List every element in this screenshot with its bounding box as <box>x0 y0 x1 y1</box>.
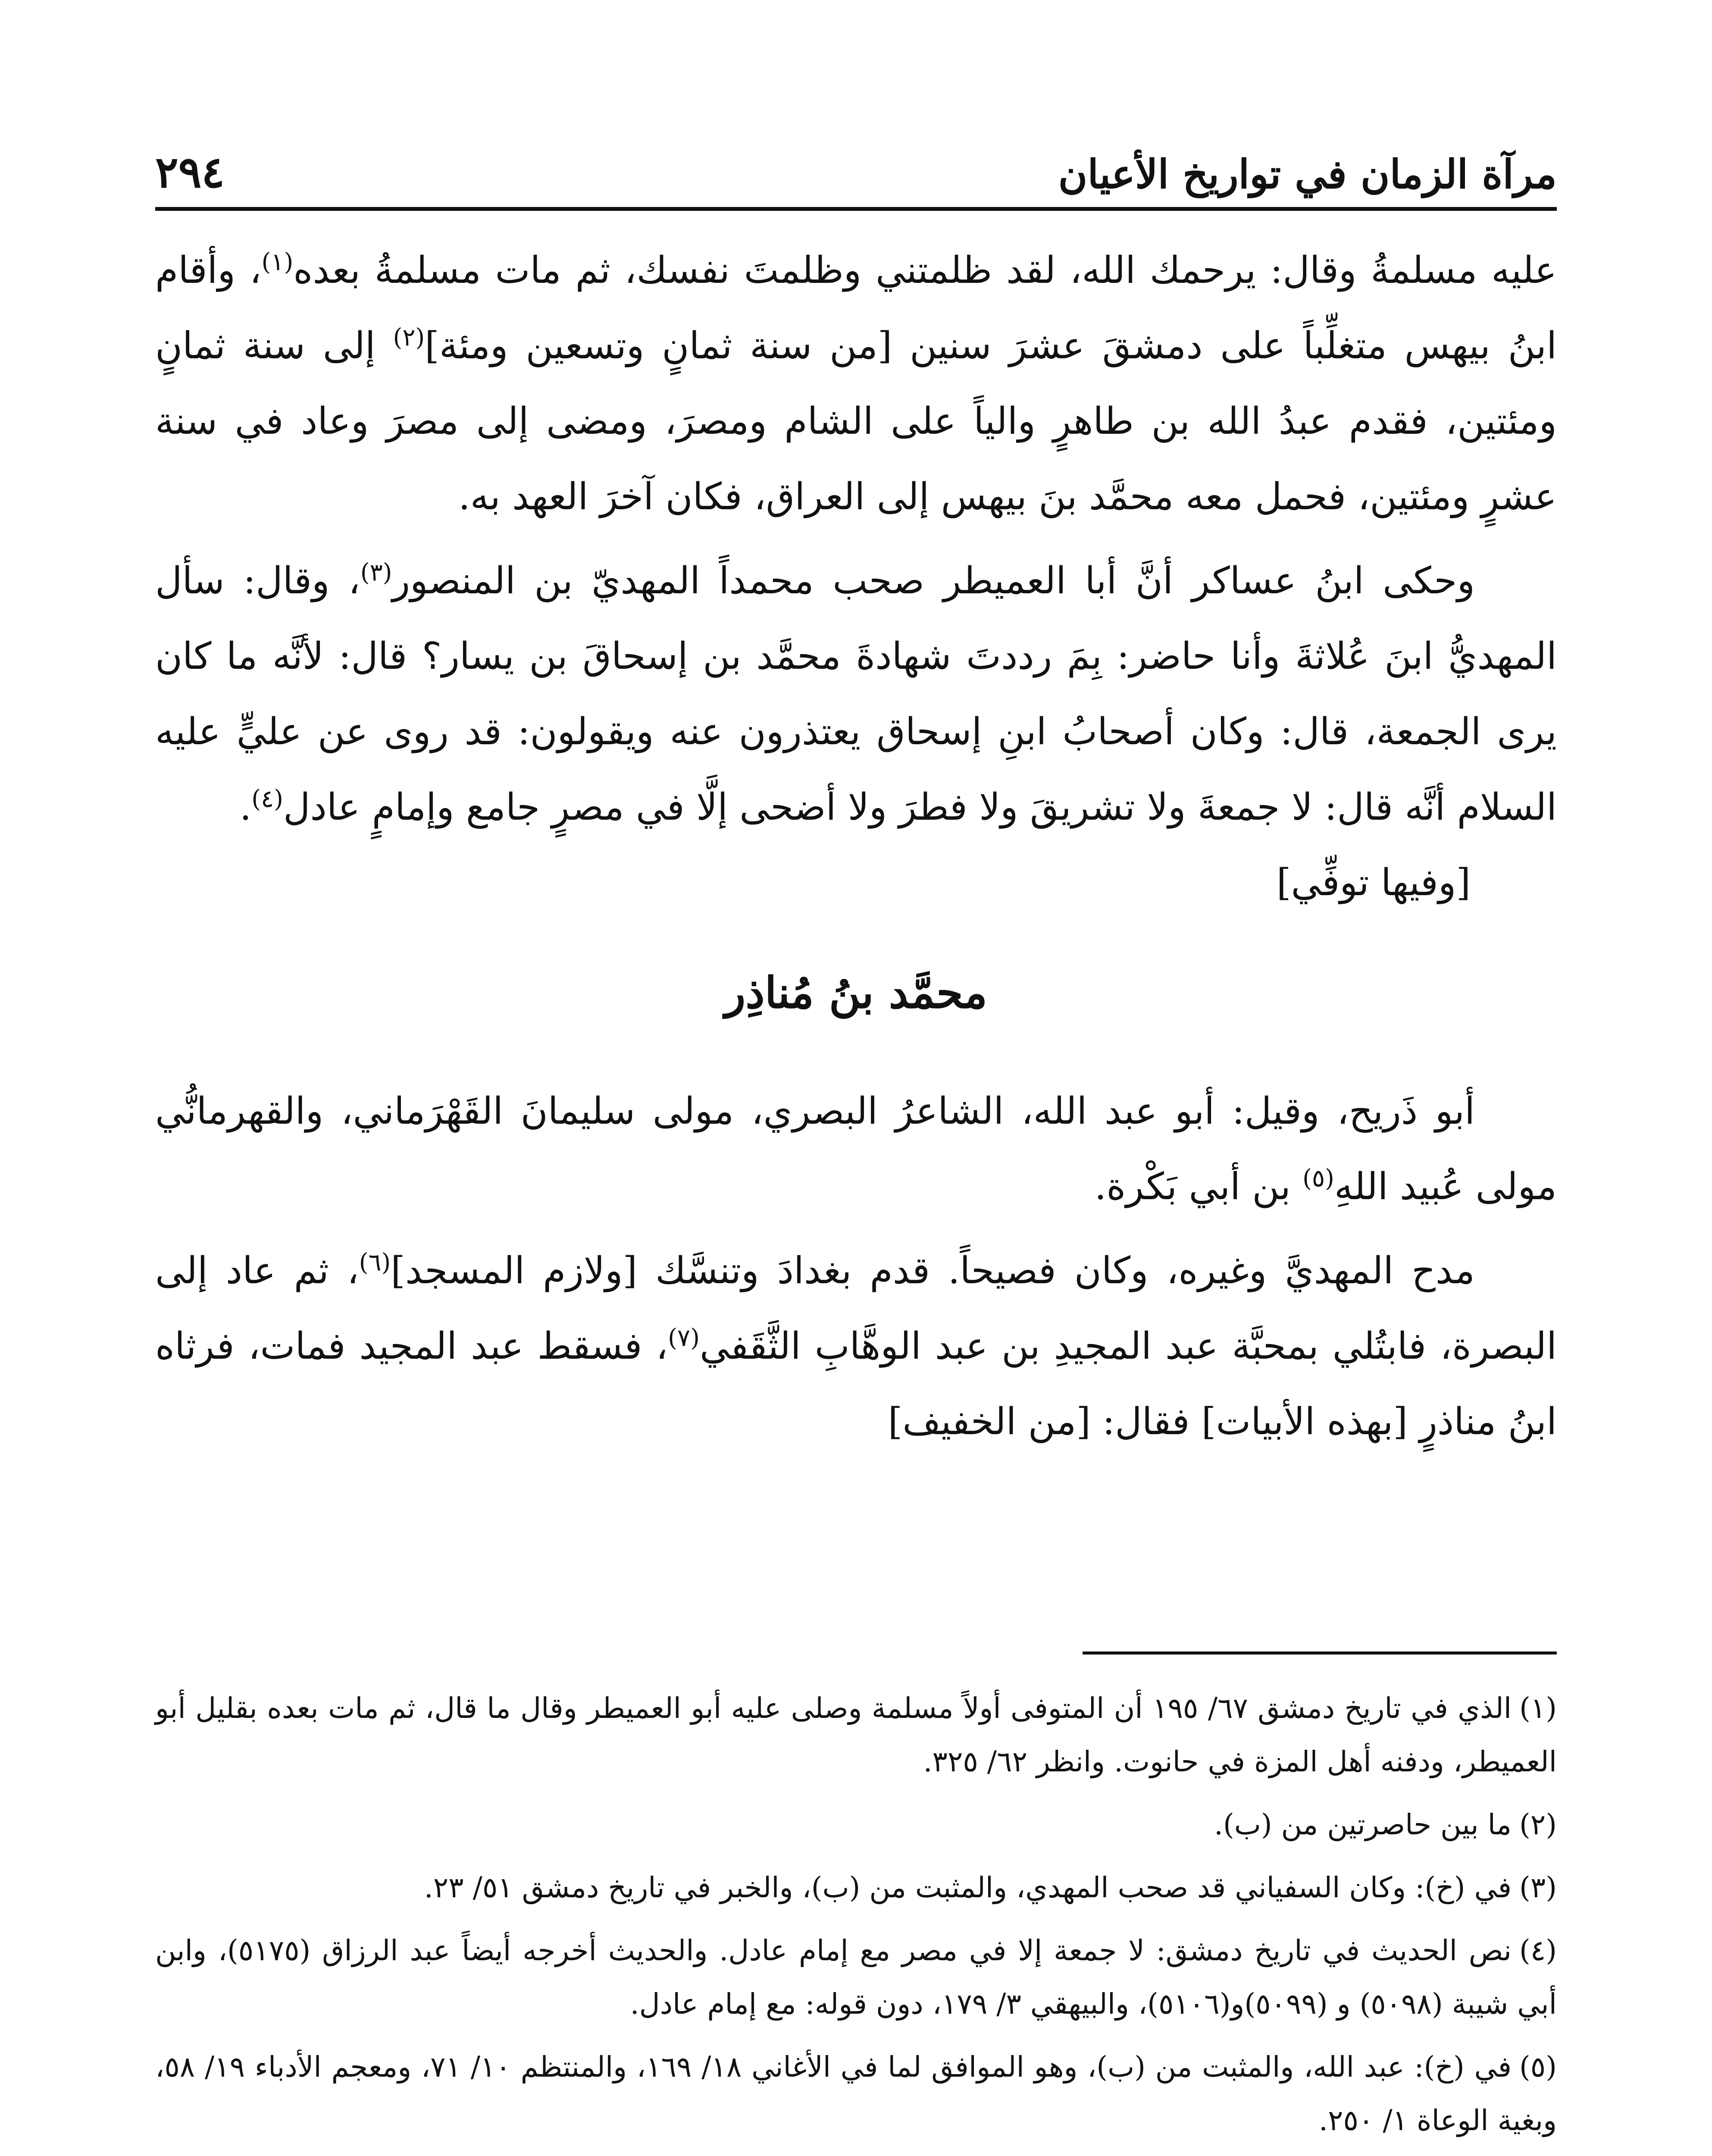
obituary-marker: [وفيها توفِّي] <box>1276 861 1471 904</box>
footnote-number: (٤) <box>1519 1934 1557 1967</box>
footnote-ref: (٢) <box>393 323 425 352</box>
paragraph-text: ، ثم عاد إلى البصرة، فابتُلي بمحبَّة عبد المجيدِ بن عبد الوهَّابِ الثَّقَفي <box>155 1249 1557 1368</box>
running-header <box>155 142 1557 211</box>
paragraph-text: بن أبي بَكْرة. <box>1094 1165 1303 1208</box>
book-title: مرآة الزمان في تواريخ الأعيان <box>1058 151 1557 197</box>
paragraph-text: وحكى ابنُ عساكر أنَّ أبا العميطر صحب محمداً المهديّ بن المنصور <box>392 559 1475 602</box>
paragraph-text: ، فسقط عبد المجيد فمات، فرثاه ابنُ مناذرٍ [بهذه الأبيات] فقال: [من الخفيف] <box>155 1325 1557 1443</box>
main-text <box>155 233 1557 1460</box>
paragraph-text: . <box>239 786 252 829</box>
paragraph-text: إلى سنة ثمانٍ ومئتين، فقدم عبدُ الله بن طاهرٍ والياً على الشام ومصرَ، ومضى إلى مصرَ وعاد في سنة عشرٍ ومئتين، فحمل معه محمَّد بنَ بيهس إلى العراق، فكان آخرَ العهد به. <box>155 324 1557 518</box>
footnote <box>155 1798 1557 1852</box>
paragraph-text: عليه مسلمةُ وقال: يرحمك الله، لقد ظلمتني وظلمتَ نفسك، ثم مات مسلمةُ بعده <box>293 249 1557 292</box>
paragraph-text: مدح المهديَّ وغيره، وكان فصيحاً. قدم بغدادَ وتنسَّك [ولازم المسجد] <box>391 1249 1475 1292</box>
footnote-number: (١) <box>1519 1692 1557 1725</box>
paragraph <box>155 543 1557 845</box>
footnotes <box>155 1682 1557 2156</box>
footnote-ref: (٦) <box>359 1248 391 1277</box>
section-title: محمَّد بنُ مُناذِر <box>724 967 988 1018</box>
footnote-ref: (٥) <box>1302 1164 1334 1193</box>
footnote-ref: (١) <box>261 248 294 276</box>
paragraph <box>155 233 1557 535</box>
paragraph-text: أبو ذَريح، وقيل: أبو عبد الله، الشاعرُ البصري، مولى سليمانَ القَهْرَماني، والقهرمانُّي مولى عُبيد اللهِ <box>155 1090 1557 1208</box>
footnote-ref: (٤) <box>251 785 284 813</box>
footnote-ref: (٣) <box>360 558 392 587</box>
footnote-text: في (خ): وكان السفياني قد صحب المهدي، والمثبت من (ب)، والخبر في تاريخ دمشق ٥١/ ٢٣. <box>424 1871 1512 1904</box>
paragraph <box>155 1074 1557 1225</box>
paragraph-text: ، وأقام ابنُ بيهس متغلِّباً على دمشقَ عشرَ سنين [من سنة ثمانٍ وتسعين ومئة] <box>155 249 1557 367</box>
footnote-number: (٢) <box>1519 1808 1557 1841</box>
footnote-number: (٥) <box>1519 2050 1557 2084</box>
paragraph-text: ، وقال: سأل المهديُّ ابنَ عُلاثةَ وأنا حاضر: بِمَ رددتَ شهادةَ محمَّد بن إسحاقَ بن يسار؟ قال: لأنَّه ما كان يرى الجمعة، قال: وكان أصحابُ ابنِ إسحاق يعتذرون عنه ويقولون: قد روى عن عليٍّ عليه السلام أنَّه قال: لا جمعةَ ولا تشريقَ ولا فطرَ ولا أضحى إلَّا في مصرٍ جامع وإمامٍ عادل <box>155 559 1557 829</box>
footnote-number: (٣) <box>1519 1871 1557 1904</box>
footnote <box>155 1682 1557 1789</box>
paragraph <box>155 1233 1557 1460</box>
footnote-divider <box>1083 1651 1557 1655</box>
footnote-ref: (٧) <box>668 1324 700 1352</box>
footnote <box>155 1861 1557 1915</box>
footnote <box>155 1924 1557 2031</box>
footnote-text: ما بين حاصرتين من (ب). <box>1214 1808 1512 1841</box>
page-number: ٢٩٤ <box>155 147 225 197</box>
footnote-text: الذي في تاريخ دمشق ٦٧/ ١٩٥ أن المتوفى أولاً مسلمة وصلى عليه أبو العميطر وقال ما قال، ثم مات بعده بقليل أبو العميطر، ودفنه أهل المزة في حانوت. وانظر ٦٢/ ٣٢٥. <box>155 1692 1557 1778</box>
footnote-text: نص الحديث في تاريخ دمشق: لا جمعة إلا في مصر مع إمام عادل. والحديث أخرجه أيضاً عبد الرزاق (٥١٧٥)، وابن أبي شيبة (٥٠٩٨) و (٥٠٩٩)و(٥١٠٦)، والبيهقي ٣/ ١٧٩، دون قوله: مع إمام عادل. <box>155 1934 1557 2021</box>
footnote <box>155 2040 1557 2147</box>
footnote-text: في (خ): عبد الله، والمثبت من (ب)، وهو الموافق لما في الأغاني ١٨/ ١٦٩، والمنتظم ١٠/ ٧١، ومعجم الأدباء ١٩/ ٥٨، وبغية الوعاة ١/ ٢٥٠. <box>155 2050 1557 2137</box>
